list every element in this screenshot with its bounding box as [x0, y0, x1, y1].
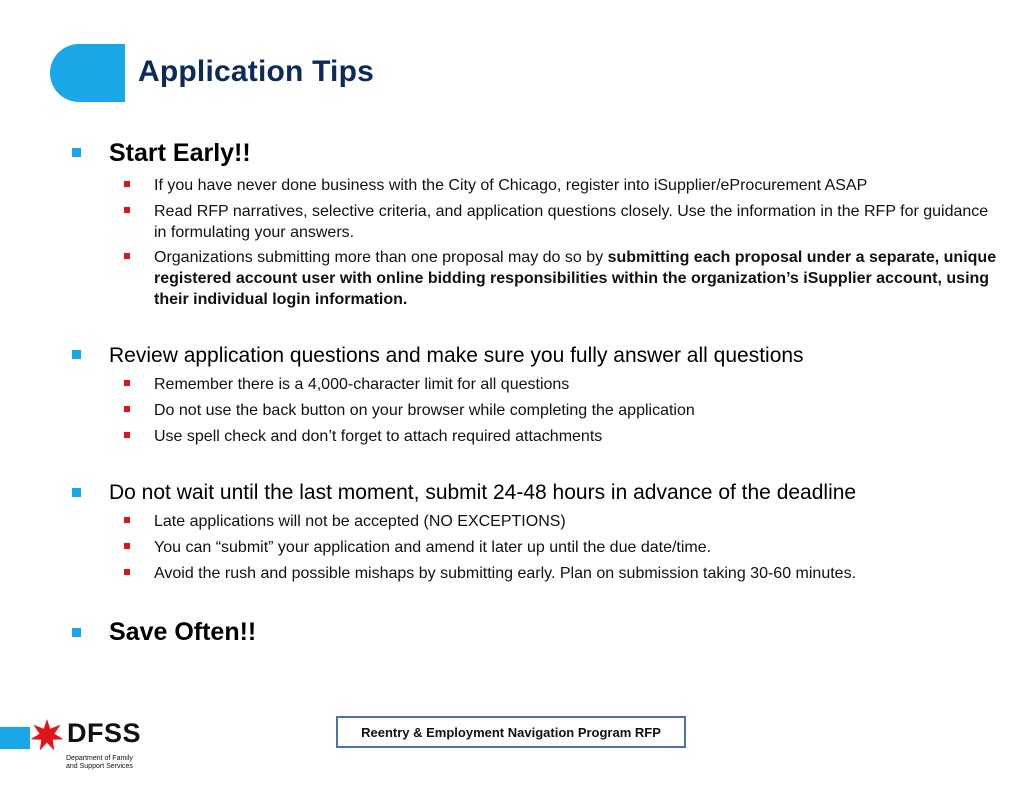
item-bullet-icon — [124, 517, 130, 523]
item-bullet-icon — [124, 432, 130, 438]
logo-subtitle-line2: and Support Services — [66, 763, 133, 770]
item-text: Organizations submitting more than one proposal may do so by — [154, 249, 608, 266]
section-bullet-icon — [72, 488, 81, 497]
section-heading-deadline: Do not wait until the last moment, submit 24-48 hours in advance of the deadline — [109, 481, 857, 504]
item-bullet-icon — [124, 380, 130, 386]
item-emphasis-text: submitting each proposal under a separate, unique registered account user with online bidding responsibilities within the organization’s iSupplier account, using their individual login information. — [154, 249, 997, 308]
list-item: You can “submit” your application and amend it later up until the due date/time. — [154, 539, 712, 556]
list-item: If you have never done business with the City of Chicago, register into iSupplier/eProcurement ASAP — [154, 177, 868, 194]
section-bullet-icon — [72, 628, 81, 637]
list-item: Read RFP narratives, selective criteria, and application questions closely. Use the information in the RFP for guidance in formulating your answers. — [154, 203, 989, 241]
footer-program-label: Reentry & Employment Navigation Program RFP — [336, 716, 686, 748]
item-bullet-icon — [124, 406, 130, 412]
section-heading-save-often: Save Often!! — [109, 618, 257, 646]
logo-acronym: DFSS — [67, 718, 142, 748]
logo-accent-bar — [0, 727, 30, 749]
item-bullet-icon — [124, 543, 130, 549]
section-bullet-icon — [72, 148, 81, 157]
list-item: Avoid the rush and possible mishaps by submitting early. Plan on submission taking 30-60 minutes. — [154, 565, 857, 582]
item-bullet-icon — [124, 253, 130, 259]
slide-title: Application Tips — [138, 55, 374, 88]
list-item: Do not use the back button on your browser while completing the application — [154, 402, 695, 419]
logo-subtitle-line1: Department of Family — [66, 755, 133, 762]
list-item: Remember there is a 4,000-character limit for all questions — [154, 376, 570, 393]
item-bullet-icon — [124, 181, 130, 187]
section-bullet-icon — [72, 350, 81, 359]
chicago-star-icon — [30, 718, 64, 752]
item-bullet-icon — [124, 569, 130, 575]
title-accent-shape — [50, 44, 125, 102]
item-bullet-icon — [124, 207, 130, 213]
list-item: Late applications will not be accepted (NO EXCEPTIONS) — [154, 513, 566, 530]
section-heading-review: Review application questions and make sure you fully answer all questions — [109, 344, 804, 367]
list-item — [154, 247, 1004, 310]
section-heading-start-early: Start Early!! — [109, 139, 251, 167]
list-item: Use spell check and don’t forget to attach required attachments — [154, 428, 603, 445]
